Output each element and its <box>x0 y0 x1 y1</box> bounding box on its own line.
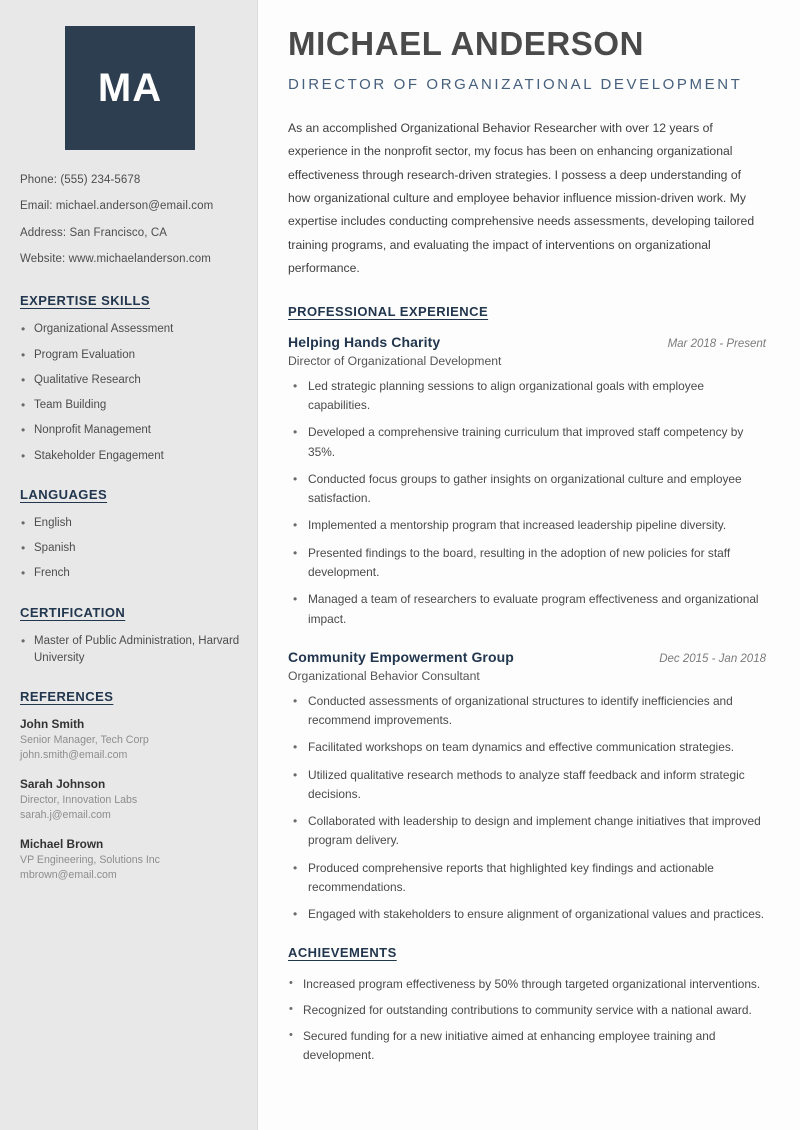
list-item: • Master of Public Administration, Harvard University <box>20 633 240 668</box>
list-item: • Program Evaluation <box>20 347 240 364</box>
reference-email: mbrown@email.com <box>20 868 117 881</box>
reference-title: Senior Manager, Tech Corp <box>20 734 149 747</box>
list-item: • Spanish <box>20 540 240 557</box>
list-item: • French <box>20 565 240 582</box>
list-item: • Qualitative Research <box>20 372 240 389</box>
contact-phone: Phone: (555) 234-5678 <box>20 174 141 186</box>
expertise-skills-heading: EXPERTISE SKILLS <box>20 293 151 309</box>
reference-item <box>20 837 240 884</box>
languages-section <box>20 487 240 583</box>
references-heading: REFERENCES <box>20 689 114 705</box>
contact-email: Email: michael.anderson@email.com <box>20 200 214 213</box>
contact-website: Website: www.michaelanderson.com <box>20 252 211 265</box>
list-item: • Utilized qualitative research methods to analyze staff feedback and inform strategic decisions. <box>288 766 766 805</box>
responsibility-list <box>288 377 766 629</box>
job-role: Director of Organizational Development <box>288 353 502 368</box>
contact-info <box>20 172 240 267</box>
list-item: • English <box>20 515 240 532</box>
employment-dates: Mar 2018 - Present <box>667 337 766 350</box>
list-item: • Facilitated workshops on team dynamics and effective communication strategies. <box>288 738 766 757</box>
achievements-section <box>288 945 766 1066</box>
languages-list <box>20 515 240 583</box>
professional-experience-heading: PROFESSIONAL EXPERIENCE <box>288 303 489 319</box>
reference-email: john.smith@email.com <box>20 749 128 762</box>
list-item: • Presented findings to the board, resulting in the adoption of new policies for staff development. <box>288 544 766 583</box>
list-item: • Conducted focus groups to gather insights on organizational culture and employee satisfaction. <box>288 470 766 509</box>
list-item: • Recognized for outstanding contributions to community service with a national award. <box>288 1001 766 1020</box>
list-item: • Secured funding for a new initiative aimed at enhancing employee training and development. <box>288 1027 766 1066</box>
experience-entry <box>288 334 766 629</box>
expertise-skills-section <box>20 293 240 465</box>
languages-heading: LANGUAGES <box>20 486 108 502</box>
list-item: • Managed a team of researchers to evaluate program effectiveness and organizational impact. <box>288 590 766 629</box>
avatar: MA <box>65 26 195 150</box>
headline-job-title: DIRECTOR OF ORGANIZATIONAL DEVELOPMENT <box>288 75 743 93</box>
reference-name: Sarah Johnson <box>20 776 106 791</box>
experience-header-row <box>288 649 766 665</box>
company-name: Community Empowerment Group <box>288 648 514 665</box>
sidebar <box>0 0 258 1130</box>
page-title: MICHAEL ANDERSON <box>288 25 645 62</box>
certification-list <box>20 633 240 668</box>
reference-title: Director, Innovation Labs <box>20 793 138 806</box>
experience-header-row <box>288 334 766 350</box>
job-role: Organizational Behavior Consultant <box>288 668 480 683</box>
list-item: • Stakeholder Engagement <box>20 448 240 465</box>
experience-entry <box>288 649 766 925</box>
responsibility-list <box>288 692 766 925</box>
avatar-wrap <box>20 26 240 150</box>
reference-title: VP Engineering, Solutions Inc <box>20 853 160 866</box>
list-item: • Increased program effectiveness by 50% through targeted organizational interventions. <box>288 975 766 994</box>
employment-dates: Dec 2015 - Jan 2018 <box>659 652 766 665</box>
professional-experience-section <box>288 304 766 925</box>
achievements-list <box>288 975 766 1066</box>
expertise-skills-list <box>20 321 240 465</box>
reference-item <box>20 777 240 824</box>
reference-name: Michael Brown <box>20 836 104 851</box>
reference-name: John Smith <box>20 717 85 732</box>
list-item: • Engaged with stakeholders to ensure alignment of organizational values and practices. <box>288 905 766 924</box>
certification-section <box>20 605 240 668</box>
list-item: • Team Building <box>20 397 240 414</box>
references-section <box>20 689 240 883</box>
list-item: • Implemented a mentorship program that increased leadership pipeline diversity. <box>288 516 766 535</box>
contact-address: Address: San Francisco, CA <box>20 226 168 239</box>
list-item: • Developed a comprehensive training curriculum that improved staff competency by 35%. <box>288 423 766 462</box>
reference-item <box>20 717 240 764</box>
list-item: • Nonprofit Management <box>20 422 240 439</box>
achievements-heading: ACHIEVEMENTS <box>288 944 397 960</box>
main-content <box>258 0 800 1130</box>
list-item: • Organizational Assessment <box>20 321 240 338</box>
list-item: • Led strategic planning sessions to align organizational goals with employee capabilities. <box>288 377 766 416</box>
reference-email: sarah.j@email.com <box>20 809 111 822</box>
certification-heading: CERTIFICATION <box>20 604 126 620</box>
professional-summary: As an accomplished Organizational Behavior Researcher with over 12 years of experience in the nonprofit sector, my focus has been on enhancing organizational effectiveness through research-driven strategies. I possess a deep understanding of how organizational culture and employee behavior influence mission-driven work. My expertise includes conducting comprehensive needs assessments, developing tailored training programs, and evaluating the impact of interventions on organizational performance. <box>288 120 755 276</box>
list-item: • Collaborated with leadership to design and implement change initiatives that improved program delivery. <box>288 812 766 851</box>
company-name: Helping Hands Charity <box>288 333 441 350</box>
list-item: • Produced comprehensive reports that highlighted key findings and actionable recommendations. <box>288 859 766 898</box>
list-item: • Conducted assessments of organizational structures to identify inefficiencies and recommend improvements. <box>288 692 766 731</box>
